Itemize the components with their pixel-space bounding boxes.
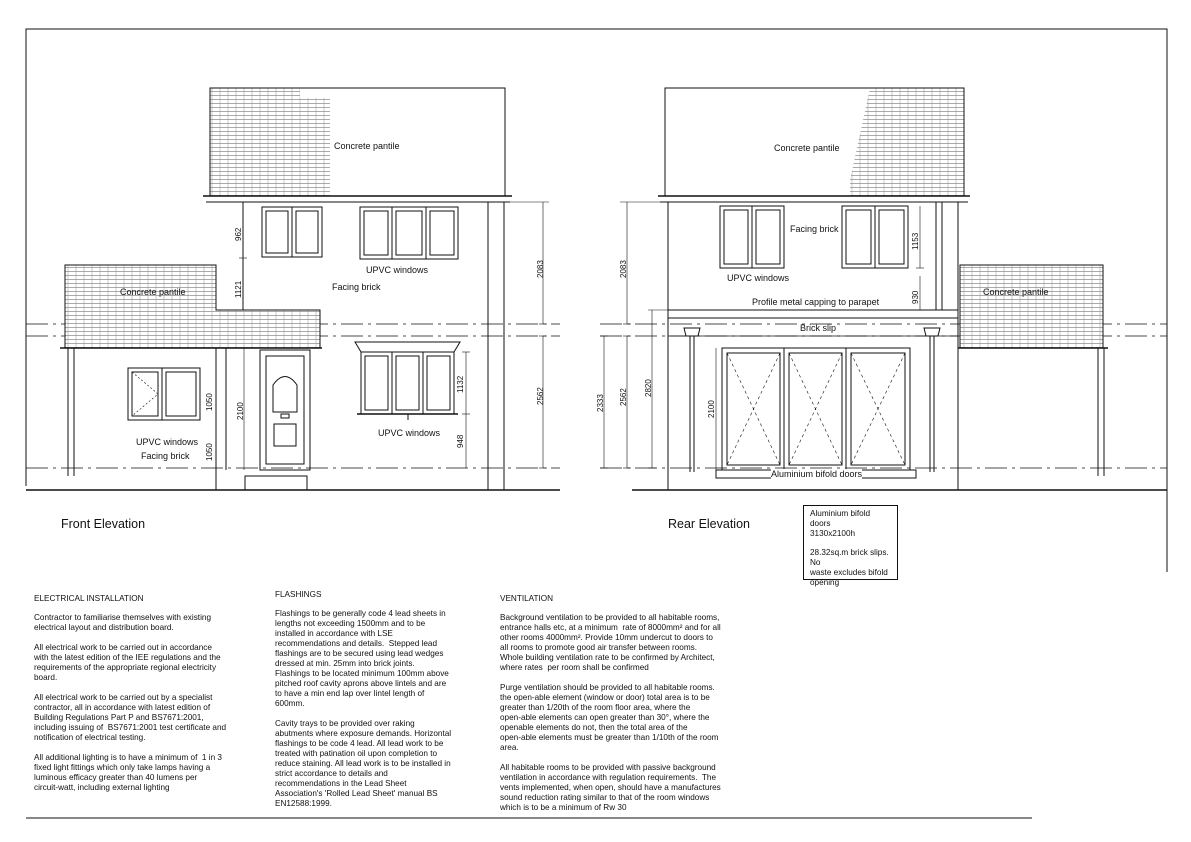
rear-capping-label: Profile metal capping to parapet <box>752 297 880 307</box>
note-paragraph: Purge ventilation should be provided to all habitable rooms. the open-able element (window or door) total area is to be greater than 1/20th of the room floor area, where the open-able elements can open greater than 30°, where the openable elements do not, then the total area of the open-able elements must be greater than 1/10th of the room area. <box>500 683 719 752</box>
dimension-label: 1050 <box>205 393 214 411</box>
dimension-label: 2083 <box>619 260 628 278</box>
dimension-label: 2100 <box>707 400 716 418</box>
front-bay-windows-label: UPVC windows <box>378 428 441 438</box>
dimension-label: 1121 <box>234 280 243 298</box>
note-paragraph: All additional lighting is to have a minimum of 1 in 3 fixed light fittings which only take lamps having a luminous efficacy greater than 40 lumens per circuit-watt, including external lighting <box>34 753 222 792</box>
dimension-label: 948 <box>456 434 465 448</box>
front-side-window <box>128 368 200 420</box>
note-paragraph: Flashings to be generally code 4 lead sheets in lengths not exceeding 1500mm and to be installed in accordance with LSE recommendations and details. Stepped lead flashings are to be secured using lead wedges dressed at min. 25mm into brick joints. Flashings to be located minimum 100mm above pitched roof cavity aprons above lintels and are to have a min end lap over lintel length of 600mm. <box>275 609 449 708</box>
front-brick-label: Facing brick <box>332 282 381 292</box>
rear-roof-tiles <box>850 88 964 196</box>
front-side-windows-label: UPVC windows <box>136 437 199 447</box>
info-box-slips: 28.32sq.m brick slips. No waste excludes bifold opening <box>810 548 889 587</box>
ventilation-notes <box>500 594 770 823</box>
dimension-label: 2562 <box>619 388 628 406</box>
dimension-label: 2100 <box>236 402 245 420</box>
front-upper-window-left <box>262 207 322 257</box>
note-paragraph: Cavity trays to be provided over raking abutments where exposure demands. Horizontal flashings to be code 4 lead. All lead work to be treated with patination oil upon completion to reduce staining. All lead work is to be installed in strict accordance to details and recommendations in the Lead Sheet Association's 'Rolled Lead Sheet' manual BS EN12588:1999. <box>275 719 452 808</box>
rear-roof-label: Concrete pantile <box>774 143 840 153</box>
flashings-notes <box>275 590 487 819</box>
dimension-label: 1132 <box>456 375 465 393</box>
info-box-doors: Aluminium bifold doors 3130x2100h <box>810 509 871 538</box>
rear-brick-slip-label: Brick slip <box>800 323 837 333</box>
rear-side-roof-label: Concrete pantile <box>983 287 1049 297</box>
electrical-heading: ELECTRICAL INSTALLATION <box>34 594 144 603</box>
front-side-brick-label: Facing brick <box>141 451 190 461</box>
front-elevation-title: Front Elevation <box>61 517 146 531</box>
note-paragraph: All habitable rooms to be provided with passive background ventilation in accordance with regulation requirements. The vents implemented, when open, should have a manufactures sound reduction rating similar to that of the room windows which is to be a minimum of Rw 30 <box>500 763 721 812</box>
dimension-label: 1153 <box>911 232 920 250</box>
front-roof-tiles <box>210 88 330 196</box>
rear-upper-window-right <box>842 206 908 268</box>
dimension-label: 1050 <box>205 443 214 461</box>
front-porch-roof-label: Concrete pantile <box>120 287 186 297</box>
dimension-label: 2562 <box>536 387 545 405</box>
note-paragraph: All electrical work to be carried out by a specialist contractor, all in accordance with latest edition of Building Regulations Part P and BS7671:2001, including issuing of BS7671:2001 test certificate and notification of electrical testing. <box>34 693 227 742</box>
front-porch-roof <box>65 265 320 348</box>
rear-brick-label: Facing brick <box>790 224 839 234</box>
rear-bifold-doors <box>716 348 916 478</box>
front-roof-label: Concrete pantile <box>334 141 400 151</box>
front-upper-windows-label: UPVC windows <box>366 265 429 275</box>
flashings-heading: FLASHINGS <box>275 590 322 599</box>
rear-bifold-label: Aluminium bifold doors <box>771 469 863 479</box>
rear-upper-window-left <box>720 206 784 268</box>
bifold-info-box <box>803 505 898 587</box>
note-paragraph: Contractor to familiarise themselves with existing electrical layout and distribution board. <box>34 613 212 632</box>
dimension-label: 2820 <box>644 379 653 397</box>
rear-elevation-title: Rear Elevation <box>668 517 750 531</box>
dimension-label: 962 <box>234 227 243 241</box>
front-door <box>245 350 310 490</box>
electrical-notes <box>34 594 259 803</box>
rear-side-roof <box>960 265 1103 348</box>
dimension-label: 2333 <box>596 394 605 412</box>
front-upper-window-right <box>360 207 458 259</box>
note-paragraph: Background ventilation to be provided to all habitable rooms, entrance halls etc, at a minimum rate of 8000mm² and for all other rooms 4000mm². Provide 10mm undercut to doors to all rooms to promote good air transfer between rooms. Whole building ventilation rate to be confirmed by Architect, where rates per room shall be confirmed <box>500 613 721 672</box>
front-bay-window <box>355 342 460 420</box>
note-paragraph: All electrical work to be carried out in accordance with the latest edition of the IEE regulations and the requirements of the appropriate regional electricity board. <box>34 643 221 682</box>
rear-windows-label: UPVC windows <box>727 273 790 283</box>
dimension-label: 2083 <box>536 260 545 278</box>
rear-parapet-capping <box>668 310 958 318</box>
dimension-label: 930 <box>911 290 920 304</box>
ventilation-heading: VENTILATION <box>500 594 554 603</box>
